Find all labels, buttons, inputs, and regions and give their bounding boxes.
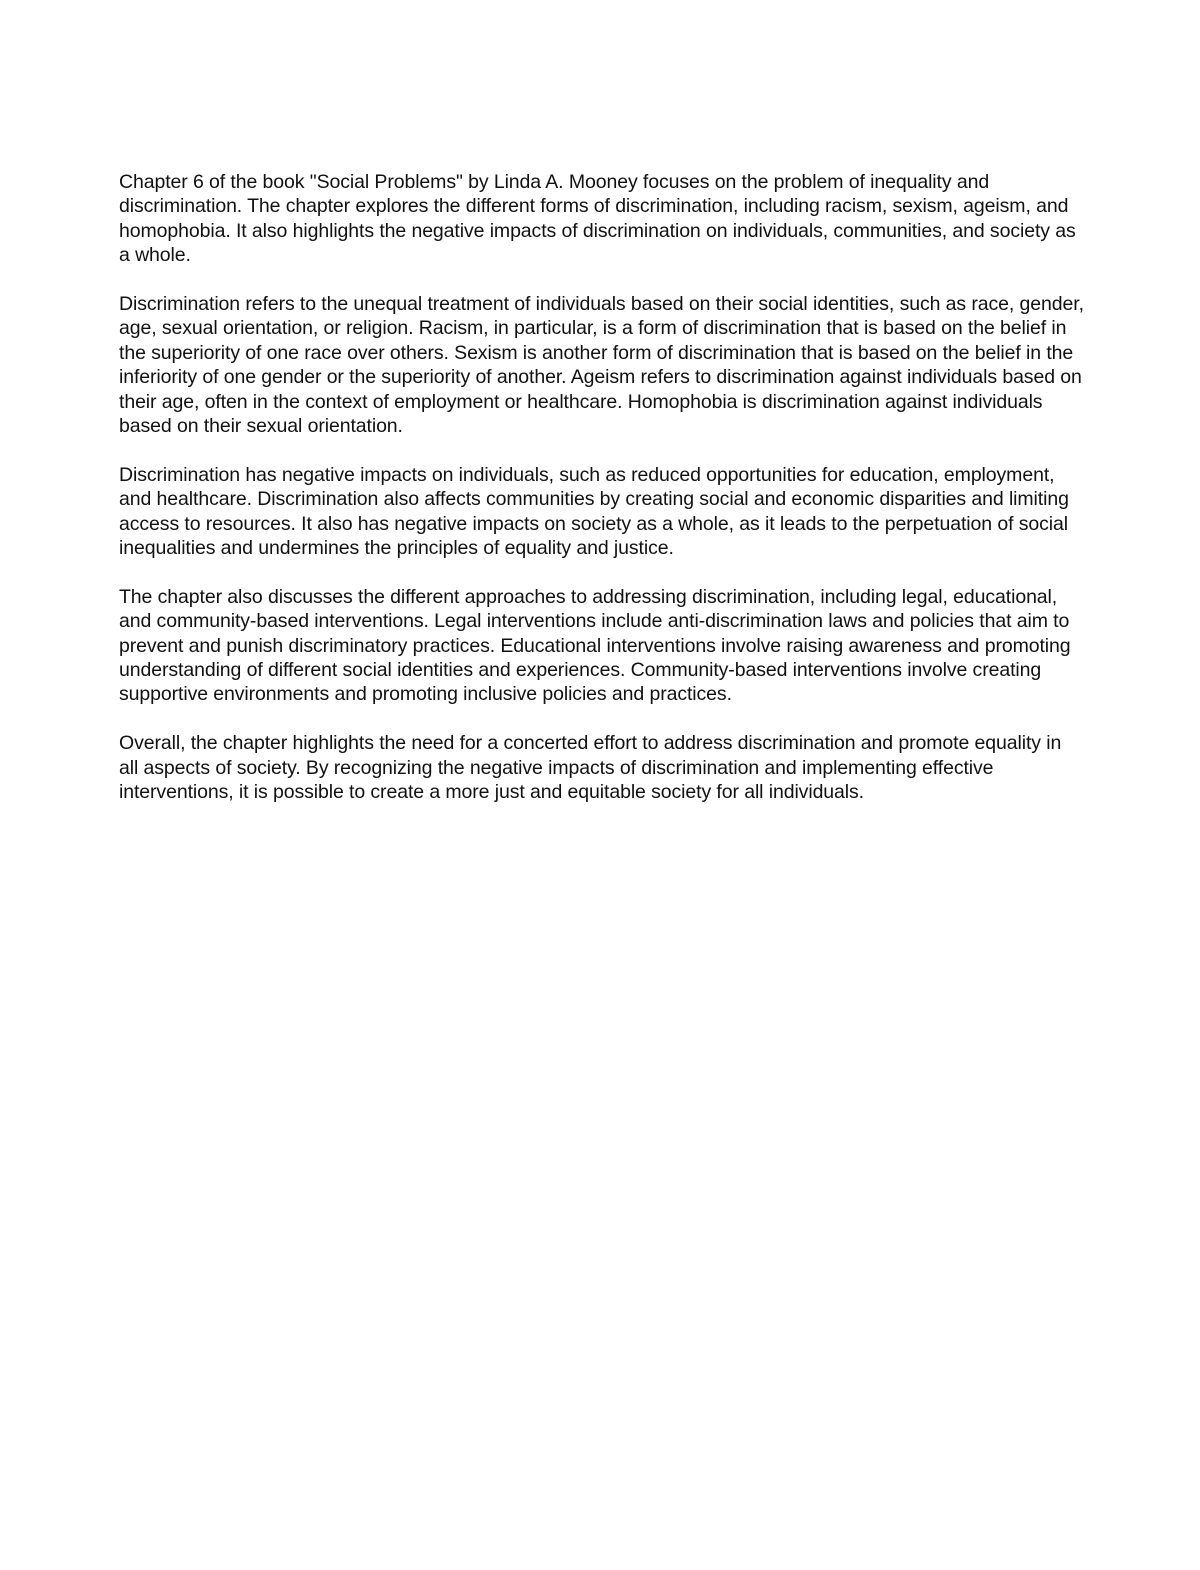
paragraph-4: The chapter also discusses the different approaches to addressing discrimination, including legal, educational, and community-based interventions. Legal interventions include anti-discrimination laws and policies that aim to prevent and punish discriminatory practices. Educational interventions involve raising awareness and promoting understanding of different social identities and experiences. Community-based interventions involve creating supportive environments and promoting inclusive policies and practices.	[119, 585, 1071, 706]
paragraph-3: Discrimination has negative impacts on individuals, such as reduced opportunities for education, employment, and healthcare. Discrimination also affects communities by creating social and economic disparities and limiting access to resources. It also has negative impacts on society as a whole, as it leads to the perpetuation of social inequalities and undermines the principles of equality and justice.	[119, 463, 1069, 560]
paragraph-5: Overall, the chapter highlights the need for a concerted effort to address discrimination and promote equality in all aspects of society. By recognizing the negative impacts of discrimination and implementing effective interventions, it is possible to create a more just and equitable society for all individuals.	[119, 732, 1062, 804]
document-body	[119, 170, 1084, 829]
paragraph-2: Discrimination refers to the unequal treatment of individuals based on their social identities, such as race, gender, age, sexual orientation, or religion. Racism, in particular, is a form of discrimination that is based on the belief in the superiority of one race over others. Sexism is another form of discrimination that is based on the belief in the inferiority of one gender or the superiority of another. Ageism refers to discrimination against individuals based on their age, often in the context of employment or healthcare. Homophobia is discrimination against individuals based on their sexual orientation.	[119, 293, 1084, 438]
paragraph-1: Chapter 6 of the book "Social Problems" by Linda A. Mooney focuses on the problem of inequality and discrimination. The chapter explores the different forms of discrimination, including racism, sexism, ageism, and homophobia. It also highlights the negative impacts of discrimination on individuals, communities, and society as a whole.	[119, 171, 1076, 267]
